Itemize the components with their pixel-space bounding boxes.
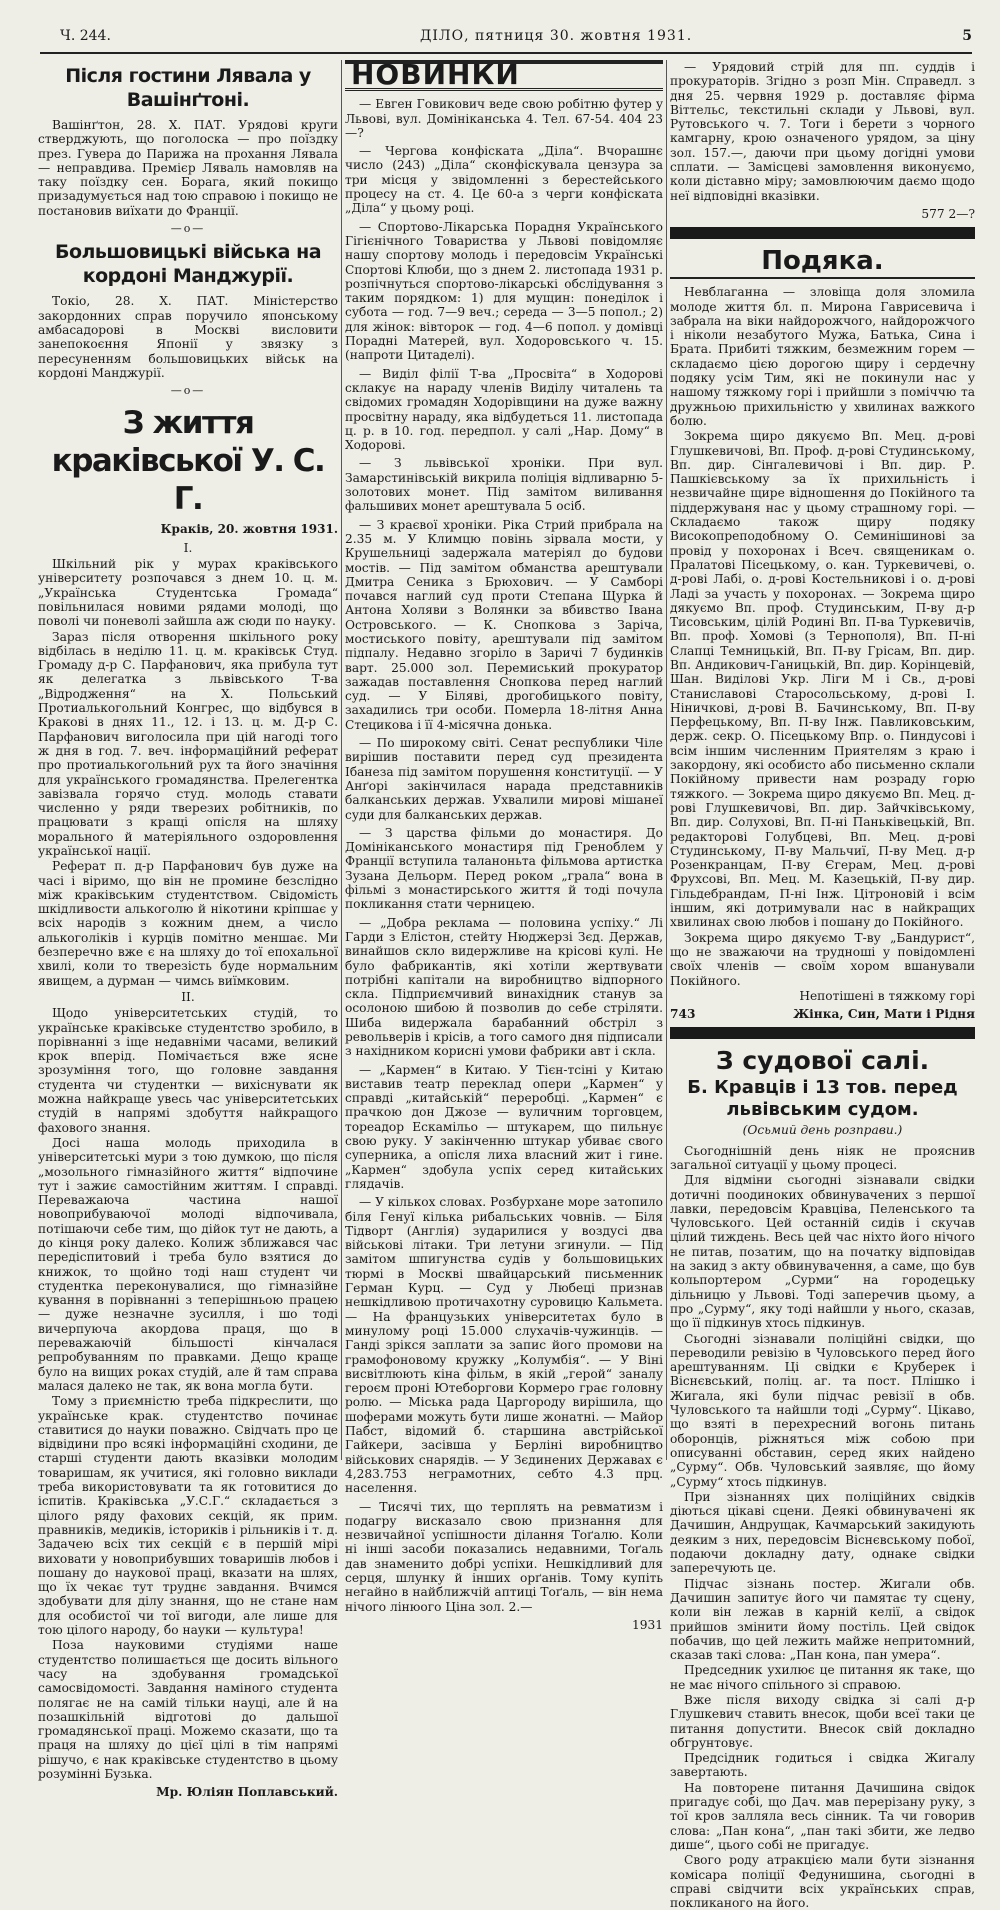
issue-number: Ч. 244. bbox=[60, 28, 111, 44]
thanks-title: Подяка. bbox=[670, 245, 975, 279]
thanks-paragraph: Зокрема щиро дякуємо Т-ву „Бандурист“, що не зважаючи на трудноші у повідомлені своїх членів — своїм хором вшанували Покійного. bbox=[670, 930, 975, 988]
ad-number: 577 2—? bbox=[921, 206, 975, 221]
news-item: — Спортово-Лікарська Порадня Українського Гігієнічного Товариства у Львові повідомляє нашу спортову молодь і передовсім Українські Спортові Клюби, що з днем 2. листопада 1931 р. розпічнуться спортово-лікарські обслідування з таким порядком: 1) для мущин: понеділок і субота — год. 7—9 веч.; середа — 3—5 попол.; 2) для жінок: вівторок — год. 4—6 попол. у домівці Порадні Матерей, вул. Ходоровського ч. 15. (напроти Цитаделі). bbox=[345, 219, 663, 363]
black-rule bbox=[670, 1027, 975, 1039]
page-header bbox=[40, 28, 972, 54]
article-paragraph: Досі наша молодь приходила в університетські мури з тою думкою, що після „мозольного гімназійного життя“ відпочине тут і зажиє самостійним життям. І справді. Переважаюча частина нашої новоприбуваючої молоді відпочивала, потішаючи себе тим, що дійок тут не дають, а до кінця року далеко. Колиж зближався час передіспитовий і треба було взятися до книжок, то щойно тоді наш студент чи студентка переконувалися, що гімназійне кування в порівнанні з теперішньою працею — дуже незначне зусилля, і шо тоді вичерпуюча акордова праця, що в переважаючій більшості кінчалася репробуванням по правками. Дещо краще було на вищих роках студій, але й там справа малася далеко не так, як вона могла бути. bbox=[38, 1135, 338, 1393]
masthead-date: ДІЛО, пятниця 30. жовтня 1931. bbox=[420, 28, 693, 44]
court-paragraph: Сьогоднішній день ніяк не прояснив загальної ситуації у цьому процесі. bbox=[670, 1143, 975, 1172]
ad-number: 1931 bbox=[631, 1617, 663, 1632]
thanks-signature bbox=[670, 1007, 975, 1021]
news-item: — По широкому світі. Сенат республики Чіле вирішив поставити перед суд президента Ібанеза під замітом порушення конституції. — У Анґорі закінчилася нарада представників балканських держав. Ухвалили мирові мішанеї суди для балканських держав. bbox=[345, 736, 663, 822]
author-signature: Мр. Юліян Поплавський. bbox=[156, 1785, 338, 1800]
court-paragraph: Предсідник годиться і свідка Жигалу завертають. bbox=[670, 1751, 975, 1780]
court-paragraph: Для відміни сьогодні зізнавали свідки дотичні поодиноких обвинувачених з першої лавки, передовсім Кравціва, Пеленського та Чуловського. Цей останній сидів і скучав цілий тиждень. Весь цей час ніхто його нічого не питав, позатим, що на початку відповідав на закид з акту обвинувачення, а саме, що був кольпортером „Сурми“ на городецьку дільницю у Львові. Тоді заперечив цьому, а про „Сурму“, яку тоді найшли у нього, сказав, що її підкинув хтось підкинув. bbox=[670, 1173, 975, 1331]
court-paragraph: Сьогодні зізнавали поліційні свідки, що переводили ревізію в Чуловського перед його арештуванням. Ці свідки є Круберек і Віснєвський, поліц. аг. та пост. Плішко і Жигала, які були підчас ревізії в обв. Чуловського та найшли тоді „Сурму“. Цікаво, що взяті в перехресний вогонь питань оборонців, ріжняться між собою при описуванні обставин, серед яких найдено „Сурму“. Обв. Чуловський заявляє, що йому „Сурму“ хтось підкинув. bbox=[670, 1331, 975, 1489]
article-paragraph: Шкільний рік у мурах краківського університету розпочався з днем 10. ц. м. „Українська Студентська Громада“ повільнилася новими рядами молоді, що поволі чи поневолі зайшла аж сюди по науку. bbox=[38, 557, 338, 629]
thanks-paragraph: Невблаганна — зловіща доля зломила молоде життя бл. п. Мирона Гаврисевича і забрала на віки найдорожчого, найдорожчого і ніколи незабутого Мужа, Батька, Сина і Брата. Прибиті тяжким, безмежним горем — складаємо цією дорогою щиру і сердечну подяку усім Тим, які не покинули нас у нашому тяжкому горі і прийшли з поміччю та дружньою прихильністю у хвилинах важкого болю. bbox=[670, 285, 975, 428]
article-paragraph: Тому з приємністю треба підкреслити, що українське крак. студентство починає ставитися до науки поважно. Свідчать про це відвідини про всякі інформаційні сходини, де старші студенти дають вказівки молодим товаришам, як учитися, які головно виклади треба використовувати та як готовитися до іспитів. Краківська „У.С.Г.“ складається з цілого ряду фахових секцій, як прим. правників, медиків, істориків і рільників і т. д. Задачею всіх тих секцій є в першій мірі виховати у новоприбувших товаришів любов і пошану до наукової праці, вказати на шлях, що їх чекає тут труднє завдання. Вчимся здобувати для ділу знання, що не стане нам для особистої чи тої вигоди, але лише для тою цілого народу, бо науки — культура! bbox=[38, 1394, 338, 1638]
news-item: — Чергова конфіската „Діла“. Вчорашнє число (243) „Діла“ сконфіскувала цензура за три місця у звідомленні з берестейського процесу на ст. 4. Це 60-а з черги конфіската „Діла“ у цьому році. bbox=[345, 144, 663, 216]
news-item: — У кількох словах. Розбурхане море затопило біля Генуї кілька рибальських човнів. — Біля Тідворт (Англія) зударилися у воздусі два військові літаки. Три летуни згинули. — Під замітом шпигунства судів у большовицьких тюрмі в Москві швайцарський письменник Герман Курц. — Суд у Любеці признав нешкідливою протичахотну суровицю Кальмета. — На французьких університетах було в минулому році 15.000 слухачів-чужинців. — Ганді зрікся заплати за запис його промови на грамофоновому кружку „Колумбія“. — У Віні висвітлюють кіна фільм, в якій „герой“ заналу героєм проні Ютеборгови Кормеро грає головну ролю. — Міська рада Царгороду вирішила, що шоферами можуть бути лише жонатні. — Майор Пабст, відомий б. старшина австрійської Гайкери, засівша у Берліні виробництво військових снарядів. — У Зєдинених Державах є 4,283.753 неграмотних, себто 4.3 прц. населення. bbox=[345, 1195, 663, 1496]
column-left bbox=[38, 60, 338, 1800]
article-paragraph: Щодо університетських студій, то українське краківське студентство зробило, в порівнанні з іще недавніми часами, великий крок вперід. Помічається вже ясне зрозуміння того, що головне завдання студента чи студентки — вихіснувати як можна найкраще увесь час університетських студій в напрямі здобуття найкращого фахового знання. bbox=[38, 1006, 338, 1135]
column-middle bbox=[345, 58, 663, 1632]
article-text: Токіо, 28. Х. ПАТ. Міністерство закордонних справ поручило японському амбасадорові в Москві висловити занепокоєння Японії у звязку з пересуненням большовицьких військ на кордоні Манджурії. bbox=[38, 294, 338, 380]
column-rule bbox=[341, 60, 342, 1460]
article-paragraph: Зараз після отворення шкільного року відбілась в неділю 11. ц. м. краківськ Студ. Громаду д-р С. Парфанович, яка прибула тут як делегатка з львівського Т-ва „Відродження“ на Х. Польський Протиалькогольний Конгрес, що відбувся в Кракові в днях 11., 12. і 13. ц. м. Д-р С. Парфанович виголосила при цій нагоді того ж дня в год. 7. веч. інформаційний реферат про протиалькогольний рух та його значіння для українського громадянства. Прелегентка завізвала горячо студ. молодь ставати численно у ряди тверезих робітників, по працювати з кращі опісля на шляху морального й матеріяльного оздоровлення української нації. bbox=[38, 629, 338, 858]
court-day: (Осьмий день розправи.) bbox=[742, 1123, 903, 1138]
section-number: І. bbox=[183, 540, 193, 555]
news-item: — З львівської хроніки. При вул. Замарстинівській викрила поліція відливарню 5-золотових монет. Під замітом виливання фальшивих монет арештувала 5 осіб. bbox=[345, 456, 663, 514]
news-item: — З краєвої хроніки. Ріка Стрий прибрала на 2.35 м. У Климцю повінь зірвала мости, у Крушельниці задержала матеріял до будови мостів. — Під замітом обманства арештували Дмитра Сеника з Брюхович. — У Самборі почався наглий суд проти Степана Щурка й Антона Холяви з Волянки за вбивство Івана Островського. — К. Снопкова з Заріча, мостиського повіту, арештували під замітом підпалу. Недавно згоріло в Заричі 7 будинків варт. 25.000 зол. Перемиський прокуратор зажадав поставлення Снопкова перед наглий суд. — У Біляві, дрогобицького повіту, захадились три особи. Померла 18-літня Анна Стецикова і її 4-місячна донька. bbox=[345, 517, 663, 732]
news-item: — З царства фільми до монастиря. До Домініканського монастиря під Греноблем у Франції вступила таланоньта фільмова артистка Зузана Дельорм. Перед роком „грала“ вона в фільмі з монастирського життя й тоді почула покликання стати черницею. bbox=[345, 825, 663, 912]
court-paragraph: Свого роду атракцією мали бути зізнання комісара поліції Федунишина, сьогодні в справі свідчити всіх українських справ, покликаного на його. bbox=[670, 1853, 975, 1910]
thanks-closing: Непотішені в тяжкому горі bbox=[799, 988, 975, 1003]
court-paragraph: Підчас зізнань постер. Жигали обв. Дачишин запитує його чи памятає ту сцену, коли він лежав в карній келії, а свідок прийшов змінити йому постіль. Цей свідок побачив, що цей лежить майже непритомний, сказав такі слова: „Пан кона, пан умера“. bbox=[670, 1576, 975, 1663]
article-title: З життя краківської У. С. Г. bbox=[51, 405, 325, 518]
article-title: Після гостини Лявала у Вашінґтоні. bbox=[65, 65, 311, 111]
column-right bbox=[670, 60, 975, 1910]
court-subtitle: Б. Кравців і 13 тов. перед львівським судом. bbox=[687, 1077, 958, 1121]
court-paragraph: Председник ухилює це питання як таке, що не має нічого спільного зі справою. bbox=[670, 1663, 975, 1692]
article-text: Вашінґтон, 28. Х. ПАТ. Урядові круги стверджують, що поголоска — про поїздку през. Гувера до Парижа на прохання Лявала — неправдива. Премієр Ляваль намовляв на таку поїздку сен. Борага, який покищо призадумується над тою справою і покищо не постановив виїхати до Франції. bbox=[38, 118, 338, 218]
ad-number: 743 bbox=[670, 1007, 696, 1022]
separator: —о— bbox=[170, 222, 206, 236]
news-item: — Тисячі тих, що терплять на ревматизм і подагру висказало свою признання для незвичайної успішности ділання Тоґалю. Коли ні інші засоби показались недавними, Тоґаль дав знаменито добрі успіхи. Нешкідливий для серця, шлунку й інших орґанів. Тому купіть негайно в найближчій аптиці Тоґаль, — він нема нічого лінюого Ціна зол. 2.— bbox=[345, 1499, 663, 1614]
page-number: 5 bbox=[962, 28, 972, 44]
column-rule bbox=[666, 60, 667, 1460]
dateline: Краків, 20. жовтня 1931. bbox=[160, 522, 338, 537]
article-title: Большовицькі війська на кордоні Манджурії. bbox=[54, 241, 322, 288]
court-paragraph: На повторене питання Дачишина свідок пригадує собі, що Дач. мав перерізану руку, з тої кров залляла весь сінник. Та чи говорив слова: „Пан кона“, „пан такі збити, же ледво дише“, цього собі не пригадує. bbox=[670, 1780, 975, 1852]
article-paragraph: Поза науковими студіями наше студентство полишається ще досить вільного часу на здобування громадської самосвідомості. Завдання наміного студента полягає не на самій тільки науці, але й на позашкільній відготові до дальшої громадянської праці. Можемо сказати, що та праця на шляху до цієї цілі в тім напрямі рішучо, є нак краківське студентство в цьому розумінні Бузька. bbox=[38, 1638, 338, 1781]
news-item: — Евген Говикович веде свою робітню футер у Львові, вул. Домініканська 4. Тел. 67-54. 404 23—? bbox=[345, 97, 663, 140]
court-title: З судової салі. bbox=[715, 1046, 930, 1076]
thanks-paragraph: Зокрема щиро дякуємо Вп. Мец. д-рові Глушкевичові, Вп. Проф. д-рові Студинському, Вп. дир. Сінгалевичові і Вп. дир. Р. Пашкієвському за їх прихильність і незвичайне щире відношення до Покійного та піддержуваня нас у цьому страшному горі. — Складаємо також щиру подяку Високопреподобному О. Семинішинові за провід у похоронах і Всеч. священикам о. Пралатові Пісецькому, о. кан. Туркевичеві, о. д-рові Лабі, о. д-рові Костельникові і о. д-рові Ладі за участь у похоронах. — Зокрема щиро дякуємо Вп. проф. Студинським, П-ву д-р Тисовським, цілій Родині Вп. П-ва Туркевичів, Вп. проф. Хомові (з Тернополя), Вп. П-ні Слапці Темницькій, Вп. П-ву Грісам, Вп. дир. Вп. Андикович-Ганицькій, Вп. дир. Корінцевій, Шан. Виділові Укр. Ліги М і Св., д-рові Станиславові Старосольському, д-рові І. Ніничкові, д-рові В. Бачинському, Вп. П-ву Перфецькому, Вп. П-ву Інж. Павликовським, держ. секр. О. Пісецькому Впр. о. Пиндусові і всім іншим численним Приятелям з краю і закордону, які особисто або письменно склали Покійному привести нам розраду горю тяжкого. — Зокрема щиро дякуємо Вп. Мец. д-рові Глушкевичові, Вп. дир. Зайчківському, Вп. дир. Солухові, Вп. П-ні Паньківецькій, Вп. редакторові Голубцеві, Вп. Мец. д-рові Студинському, П-ву Мальчиї, П-ву Мец. д-р Розенкранцам, П-ву Єгерам, Мец. д-рові Фрухсові, Вп. Мец. М. Казецькій, П-ву дир. Гільдебрандам, П-ні Інж. Цітроновій і всім іншим, які дотримували нас в найкращих хвилинах свою любов і пошану до Покійного. bbox=[670, 429, 975, 930]
court-paragraph: При зізнаннях цих поліційних свідків діються цікаві сцени. Деякі обвинувачені як Дачишин, Андрущак, Качмарський закидують деяким з них, передовсім Віснєвському побої, подаючи докладну дату, однаке свідки заперечують це. bbox=[670, 1489, 975, 1576]
black-rule bbox=[670, 227, 975, 239]
separator: —о— bbox=[170, 384, 206, 398]
section-number: ІІ. bbox=[181, 989, 195, 1004]
news-item: — Урядовий стрій для пп. суддів і прокураторів. Згідно з розп Мін. Справедл. з дня 25. червня 1929 р. доставляє фірма Віттельс, текстильні склади у Львові, вул. Рутовського ч. 7. Тоги і берети з чорного камгарну, крою означеного урядом, за ціну зол. 157.—, даючи при цьому догідні умови сплати. — Замісцеві замовлення виконуємо, коли діставно міру; замовлюючим даємо щодо неї відповідні вказівки. bbox=[670, 60, 975, 203]
signature-names: Жінка, Син, Мати і Рідня bbox=[793, 1007, 975, 1022]
news-item: — „Добра реклама — половина успіху.“ Лі Гарди з Елістон, стейту Нюджерзі Зєд. Держав, винайшов скло видержливе на крісові кулі. Не було фабрикантів, які хотіли жертвувати потрібні капітали на виробництво відпорного скла. Підприємчивий винахідник станув за осолоною шибою й позволив до себе стріляти. Шиба видержала барабанний обстріл з револьверів і крісів, а того самого дня підписали з нахідником корисні умови фабрики авт і скла. bbox=[345, 915, 663, 1059]
section-rubric: НОВИНКИ bbox=[345, 60, 663, 91]
court-paragraph: Вже після виходу свідка зі салі д-р Глушкевич ставить внесок, щоби всеї таки це питання допустити. Внесок свій докладно обгрунтовує. bbox=[670, 1692, 975, 1750]
article-paragraph: Реферат п. д-р Парфанович був дуже на часі і віримо, що він не промине безслідно між краківським студентством. Свідомість шкідливости алькоголю й нікотини кріпшає у всіх народів з кожним днем, а число алькоголіків і курців помітно меншає. Ми безперечно вже є на шляху до тої епохальної хвилі, коли то тверезість буде нормальним явищем, а дурман — чимсь виїмковим. bbox=[38, 859, 338, 988]
news-item: — „Кармен“ в Китаю. У Тієн-тсіні у Китаю виставив театр переклад опери „Кармен“ у справді „китайській“ переробці. „Кармен“ є прачкою дон Джозе — вуличним торговцем, тореадор Ескамільо — штукарем, що пильнує свою руку. У закінченню штукар убиває свого суперника, а опісля лиха власний жит і гине. „Кармен“ здобула успіх серед китайських глядачів. bbox=[345, 1062, 663, 1191]
news-item: — Виділ філії Т-ва „Просвіта“ в Ходорові склакує на нараду членів Виділу читалень та свідомих громадян Ходорівщини на дуже важну просвітну нараду, яка відбудеться 11. листопада ц. р. в 10. год. передпол. у салі „Нар. Дому“ в Ходорові. bbox=[345, 366, 663, 453]
